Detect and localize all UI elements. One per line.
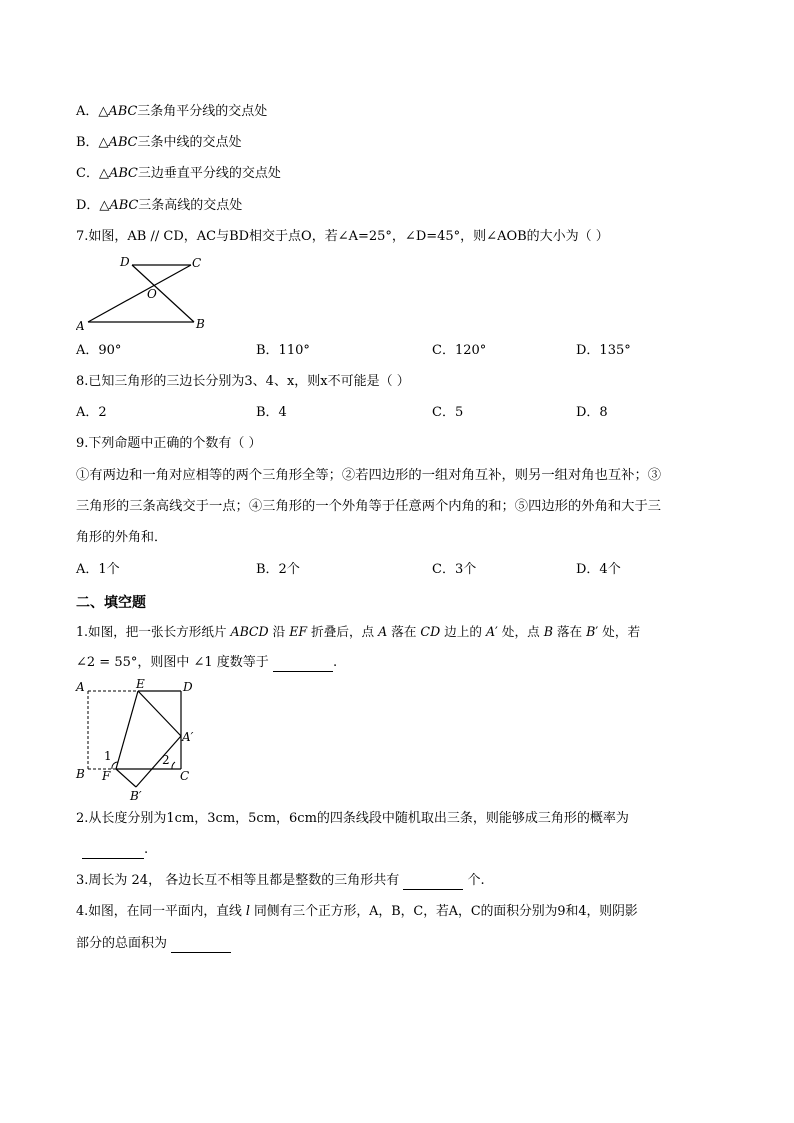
fill2-answer-blank[interactable]	[82, 858, 144, 859]
fill1-line2-end: .	[332, 655, 338, 670]
fill1-label-b: B	[76, 767, 85, 781]
fill1-line2-text: ∠2 = 55°，则图中 ∠1 度数等于	[76, 655, 269, 670]
fill1-label-a: A	[76, 680, 85, 694]
fill4-line1: 4.如图，在同一平面内，直线 𝑙 同侧有三个正方形，A，B，C，若A，C的面积分别为9和4，则阴影	[76, 904, 638, 919]
q8-option-c: C．5	[432, 405, 464, 420]
q6-option-a: A．△𝐴𝐵𝐶三条角平分线的交点处	[76, 104, 268, 119]
fill1-label-e: E	[136, 677, 145, 691]
q6-option-b: B．△𝐴𝐵𝐶三条中线的交点处	[76, 135, 242, 150]
q7-option-b: B．110°	[256, 343, 310, 358]
q7-option-a: A．90°	[76, 343, 122, 358]
fill1-label-1: 1	[104, 749, 112, 763]
q9-body-line-1: ①有两边和一角对应相等的两个三角形全等；②若四边形的一组对角互补，则另一组对角也互补；③	[76, 468, 662, 483]
q7-stem: 7.如图，AB // CD，AC与BD相交于点O，若∠A=25°，∠D=45°，则∠AOB的大小为（ ）	[76, 229, 609, 244]
q7-option-d: D．135°	[576, 343, 631, 358]
fill1-label-c: C	[180, 769, 190, 783]
q7-label-o: O	[147, 287, 157, 301]
q9-option-c: C．3个	[432, 562, 477, 577]
fill2-line2-end: .	[144, 842, 149, 857]
fill4-answer-blank[interactable]	[171, 952, 231, 953]
fill1-figure	[74, 676, 204, 804]
q9-option-a: A．1个	[76, 562, 120, 577]
q7-option-c: C．120°	[432, 343, 487, 358]
fill2-line2	[82, 841, 148, 859]
q8-stem: 8.已知三角形的三边长分别为3、4、x，则x不可能是（ ）	[76, 374, 410, 389]
fill1-label-2: 2	[162, 753, 170, 767]
fill2-line1: 2.从长度分别为1cm，3cm，5cm，6cm的四条线段中随机取出三条，则能够成三角形的概率为	[76, 811, 629, 826]
q9-option-b: B．2个	[256, 562, 300, 577]
q9-body-line-3: 角形的外角和．	[76, 530, 168, 545]
q7-label-a: A	[76, 319, 85, 333]
fill3-text-end: 个.	[467, 873, 485, 888]
q7-label-c: C	[192, 256, 202, 270]
fill1-label-d: D	[183, 680, 193, 694]
q7-label-b: B	[196, 317, 205, 331]
fill1-label-a-prime: A′	[182, 730, 194, 744]
q7-label-d: D	[120, 255, 130, 269]
q9-option-d: D．4个	[576, 562, 621, 577]
q6-option-c: C．△𝐴𝐵𝐶三边垂直平分线的交点处	[76, 166, 281, 181]
q8-option-a: A．2	[76, 405, 107, 420]
fill4-line2	[76, 935, 231, 953]
fill3-answer-blank[interactable]	[403, 889, 463, 890]
fill1-line1: 1.如图，把一张长方形纸片 𝐴𝐵𝐶𝐷 沿 𝐸𝐹 折叠后，点 𝐴 落在 𝐶𝐷 边上的 𝐴′ 处，点 𝐵 落在 𝐵′ 处，若	[76, 624, 641, 639]
fill1-answer-blank[interactable]	[273, 671, 333, 672]
q8-option-b: B．4	[256, 405, 287, 420]
section-title: 二、填空题	[76, 595, 146, 611]
q6-option-d: D．△𝐴𝐵𝐶三条高线的交点处	[76, 198, 243, 213]
fill1-line2	[76, 654, 337, 672]
fill4-line2-text: 部分的总面积为	[76, 936, 168, 951]
fill1-label-b-prime: B′	[130, 789, 142, 803]
q9-body-line-2: 三角形的三条高线交于一点；④三角形的一个外角等于任意两个内角的和；⑤四边形的外角和大于三	[76, 499, 662, 514]
q7-figure	[76, 252, 216, 334]
fill3-line	[76, 872, 485, 890]
fill1-label-f: F	[102, 769, 111, 783]
q9-stem: 9.下列命题中正确的个数有（ ）	[76, 436, 262, 451]
q8-option-d: D．8	[576, 405, 608, 420]
fill3-text: 3.周长为 24， 各边长互不相等且都是整数的三角形共有	[76, 873, 400, 888]
